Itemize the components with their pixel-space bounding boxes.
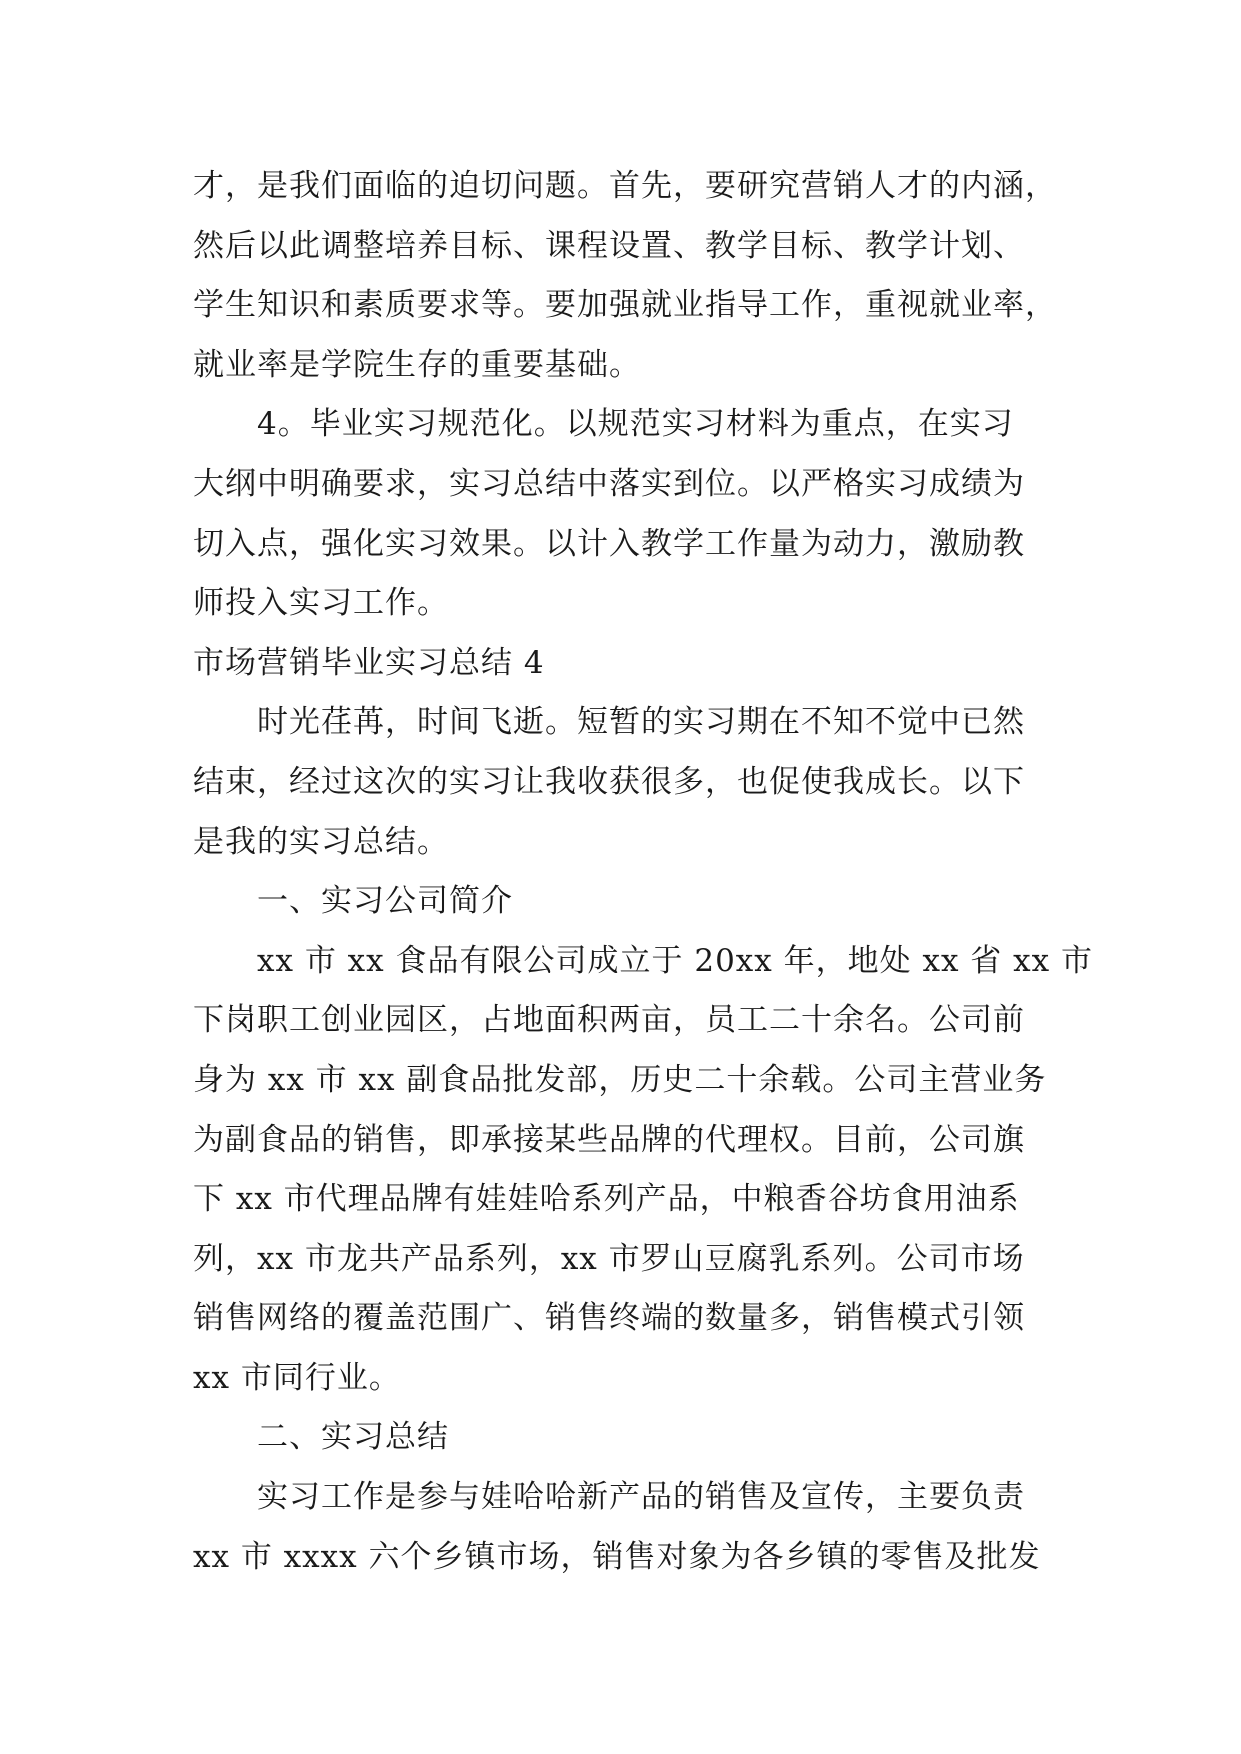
paragraph-start-line: xx 市 xx 食品有限公司成立于 20xx 年，地处 xx 省 xx 市: [257, 942, 1093, 979]
text-line: 就业率是学院生存的重要基础。: [193, 346, 641, 383]
text-line: xx 市 xxxx 六个乡镇市场，销售对象为各乡镇的零售及批发: [193, 1538, 1041, 1575]
text-line: 才，是我们面临的迫切问题。首先，要研究营销人才的内涵，: [193, 168, 1057, 204]
text-line: 是我的实习总结。: [193, 823, 449, 860]
text-line: 切入点，强化实习效果。以计入教学工作量为动力，激励教: [193, 525, 1025, 562]
text-line: 然后以此调整培养目标、课程设置、教学目标、教学计划、: [193, 227, 1025, 264]
document-body: [193, 157, 1093, 1587]
text-line: 列，xx 市龙共产品系列，xx 市罗山豆腐乳系列。公司市场: [193, 1240, 1025, 1277]
section-heading: 市场营销毕业实习总结 4: [193, 644, 545, 681]
subsection-heading: 二、实习总结: [257, 1419, 449, 1456]
paragraph-start-line: 4。毕业实习规范化。以规范实习材料为重点，在实习: [257, 406, 1014, 443]
text-line: 师投入实习工作。: [193, 585, 449, 622]
paragraph-start-line: 实习工作是参与娃哈哈新产品的销售及宣传，主要负责: [257, 1479, 1025, 1516]
text-line: 销售网络的覆盖范围广、销售终端的数量多，销售模式引领: [193, 1300, 1025, 1337]
text-line: 结束，经过这次的实习让我收获很多，也促使我成长。以下: [193, 763, 1025, 800]
text-line: 学生知识和素质要求等。要加强就业指导工作，重视就业率，: [193, 287, 1057, 324]
text-line: 大纲中明确要求，实习总结中落实到位。以严格实习成绩为: [193, 465, 1025, 502]
text-line: 下岗职工创业园区，占地面积两亩，员工二十余名。公司前: [193, 1002, 1025, 1039]
text-line: 身为 xx 市 xx 副食品批发部，历史二十余载。公司主营业务: [193, 1061, 1047, 1098]
paragraph-start-line: 时光荏苒，时间飞逝。短暂的实习期在不知不觉中已然: [257, 704, 1025, 741]
text-line: xx 市同行业。: [193, 1359, 401, 1396]
subsection-heading: 一、实习公司简介: [257, 883, 513, 920]
text-line: 为副食品的销售，即承接某些品牌的代理权。目前，公司旗: [193, 1121, 1025, 1158]
text-line: 下 xx 市代理品牌有娃娃哈系列产品，中粮香谷坊食用油系: [193, 1181, 1020, 1218]
